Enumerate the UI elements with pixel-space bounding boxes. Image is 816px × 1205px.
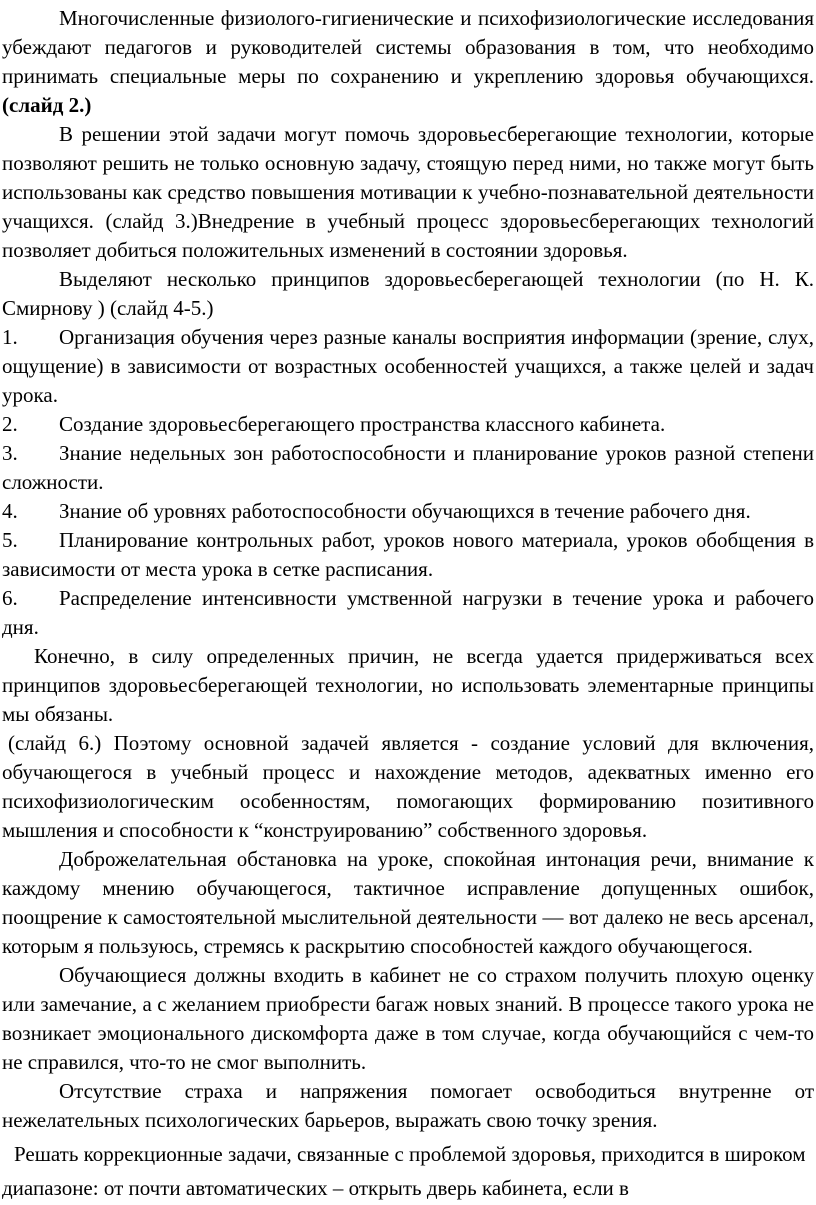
list-item-number: 6. (2, 586, 18, 610)
list-item-text: Знание об уровнях работоспособности обучающихся в течение рабочего дня. (59, 499, 751, 523)
list-item-text: Распределение интенсивности умственной нагрузки в течение урока и рабочего дня. (2, 586, 814, 639)
list-item (2, 410, 814, 439)
list-item-number: 4. (2, 499, 18, 523)
paragraph-intro-text: Многочисленные физиолого-гигиенические и психофизиологические исследования убеждают педагогов и руководителей системы образования в том, что необходимо принимать специальные меры по сохранению и укреплению здоровья обучающихся. (2, 6, 814, 88)
list-item-text: Знание недельных зон работоспособности и планирование уроков разной степени сложности. (2, 441, 814, 494)
list-item-number: 3. (2, 441, 18, 465)
list-item-text: Организация обучения через разные каналы восприятия информации (зрение, слух, ощущение) в зависимости от возрастных особенностей учащихся, а также целей и задач урока. (2, 325, 814, 407)
list-item-number: 2. (2, 412, 18, 436)
paragraph-correction-tasks: Решать коррекционные задачи, связанные с проблемой здоровья, приходится в широком диапазоне: от почти автоматических – открыть дверь кабинета, если в (2, 1142, 806, 1200)
list-item-text: Планирование контрольных работ, уроков нового материала, уроков обобщения в зависимости от места урока в сетке расписания. (2, 528, 814, 581)
list-item-text: Создание здоровьесберегающего пространства классного кабинета. (59, 412, 666, 436)
paragraph-main-task: (слайд 6.) Поэтому основной задачей является - создание условий для включения, обучающегося в учебный процесс и нахождение методов, адекватных именно его психофизиологическим особенностям, помогающих формированию позитивного мышления и способности к “конструированию” собственного здоровья. (2, 731, 814, 842)
paragraph-students: Обучающиеся должны входить в кабинет не со страхом получить плохую оценку или замечание, а с желанием приобрести багаж новых знаний. В процессе такого урока не возникает эмоционального дискомфорта даже в том случае, когда обучающийся с чем-то не справился, что-то не смог выполнить. (2, 963, 814, 1074)
paragraph-principles-intro: Выделяют несколько принципов здоровьесберегающей технологии (по Н. К. Смирнову ) (слайд 4-5.) (2, 267, 814, 320)
paragraph-intro (2, 4, 814, 120)
paragraph-technologies: В решении этой задачи могут помочь здоровьесберегающие технологии, которые позволяют решить не только основную задачу, стоящую перед ними, но также могут быть использованы как средство повышения мотивации к учебно-познавательной деятельности учащихся. (слайд 3.)Внедрение в учебный процесс здоровьесберегающих технологий позволяет добиться положительных изменений в состоянии здоровья. (2, 122, 814, 262)
list-item-number: 5. (2, 528, 18, 552)
list-item (2, 497, 814, 526)
paragraph-atmosphere: Доброжелательная обстановка на уроке, спокойная интонация речи, внимание к каждому мнению обучающегося, тактичное исправление допущенных ошибок, поощрение к самостоятельной мыслительной деятельности — вот далеко не весь арсенал, которым я пользуюсь, стремясь к раскрытию способностей каждого обучающегося. (2, 847, 814, 958)
paragraph-of-course: Конечно, в силу определенных причин, не всегда удается придерживаться всех принципов здоровьесберегающей технологии, но использовать элементарные принципы мы обязаны. (2, 644, 814, 726)
list-item (2, 439, 814, 497)
paragraph-no-fear: Отсутствие страха и напряжения помогает освободиться внутренне от нежелательных психологических барьеров, выражать свою точку зрения. (2, 1079, 814, 1132)
slide-ref-bold: (слайд 2.) (2, 93, 92, 117)
list-item-number: 1. (2, 325, 18, 349)
list-item (2, 584, 814, 642)
list-item (2, 323, 814, 410)
list-item (2, 526, 814, 584)
